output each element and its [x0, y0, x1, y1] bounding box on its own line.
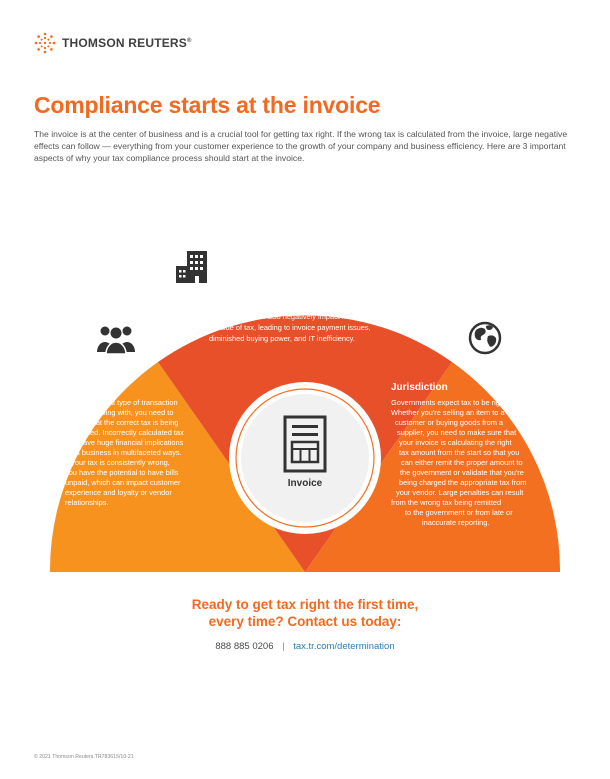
customer-text-line: relationships. [65, 498, 109, 507]
brand-name: THOMSON REUTERS® [62, 36, 192, 50]
business-text-line: calculated, it can also negatively impact many areas [210, 312, 381, 321]
business-text-line: your company beyond the tax department. Accounts [231, 268, 402, 277]
jurisdiction-title: Jurisdiction [391, 382, 448, 393]
cta-line-1: Ready to get tax right the first time, [191, 597, 419, 612]
contact-info [100, 641, 510, 652]
customer-text-line: you have the potential to have bills [65, 468, 179, 477]
business-text-line: All invoices have transaction tax implications. The [221, 235, 384, 244]
website-link[interactable]: tax.tr.com/determination [293, 641, 395, 652]
customer-text-line: experience and loyalty or vendor [65, 488, 172, 497]
jurisdiction-text-line: your vendor. Large penalties can result [396, 488, 524, 497]
customer-text-line: ensure that the correct tax is being [65, 418, 179, 427]
jurisdiction-text-line: Whether you're selling an item to a [391, 408, 505, 417]
customer-text-line: for a business in multifaceted ways. [65, 448, 182, 457]
jurisdiction-text-line: your invoice is calculating the right [399, 438, 512, 447]
customer-text-line: unpaid, which can impact customer [65, 478, 181, 487]
call-to-action [155, 596, 455, 630]
customer-text-line: you are dealing with, you need to [65, 408, 174, 417]
customer-text-line: can have huge financial implications [65, 438, 184, 447]
cta-line-2: every time? Contact us today: [208, 614, 402, 629]
jurisdiction-text-line: tax amount from the start so that you [399, 448, 520, 457]
customer-text-line: calculated. Incorrectly calculated tax [65, 428, 184, 437]
jurisdiction-text-line: customer or buying goods from a [395, 418, 504, 427]
jurisdiction-text-line: the government or validate that you're [400, 468, 524, 477]
business-text-line: diminished buying power, and IT inefficiency. [209, 334, 355, 343]
jurisdiction-text-line: inaccurate reporting. [422, 518, 490, 527]
business-title: Business [219, 219, 264, 230]
business-text-line: business bears the effort and cost of collecting and [229, 246, 396, 255]
intro-paragraph: The invoice is at the center of business and is a crucial tool for getting tax right. If the wrong tax is calculated from the invoice, large negative effects can follow — everything from your customer experience to the growth of your company and business efficiency. Here are 3 important aspects of why your tax compliance process should start at the invoice. [34, 129, 568, 163]
page-title: Compliance starts at the invoice [34, 92, 381, 118]
invoice-label: Invoice [287, 478, 323, 489]
phone-number: 888 885 0206 [215, 641, 274, 652]
footer-copyright: © 2021 Thomson Reuters TR783615/10-21 [34, 754, 134, 760]
jurisdiction-text-line: Governments expect tax to be right. [391, 398, 509, 407]
customer-text-line: If your tax is consistently wrong, [65, 458, 170, 467]
business-text-line: to play when it comes to obtaining the invoice and [223, 290, 387, 299]
jurisdiction-text-line: being charged the appropriate tax from [399, 478, 527, 487]
jurisdiction-icon-circle [453, 306, 517, 370]
business-text-line: Payable/Receivable, Finance, and IT all have a part [229, 279, 399, 288]
jurisdiction-text-line: to the government or from late or [405, 508, 513, 517]
business-text-line: outside of tax, leading to invoice payment issues, [210, 323, 371, 332]
contact-separator: | [282, 641, 285, 652]
customer-text-line: No matter what type of transaction [65, 398, 178, 407]
business-text-line: remitting tax. Getting tax right involves many areas of [231, 257, 406, 266]
jurisdiction-text-line: can either remit the proper amount to [401, 458, 523, 467]
invoice-icon [283, 415, 327, 473]
customer-title: Customer [65, 382, 112, 393]
jurisdiction-text-line: from the wrong tax being remitted [391, 498, 502, 507]
business-text-line: calculating the tax implication. If tax is incorrectly [218, 301, 378, 310]
jurisdiction-text-line: supplier, you need to make sure that [397, 428, 517, 437]
